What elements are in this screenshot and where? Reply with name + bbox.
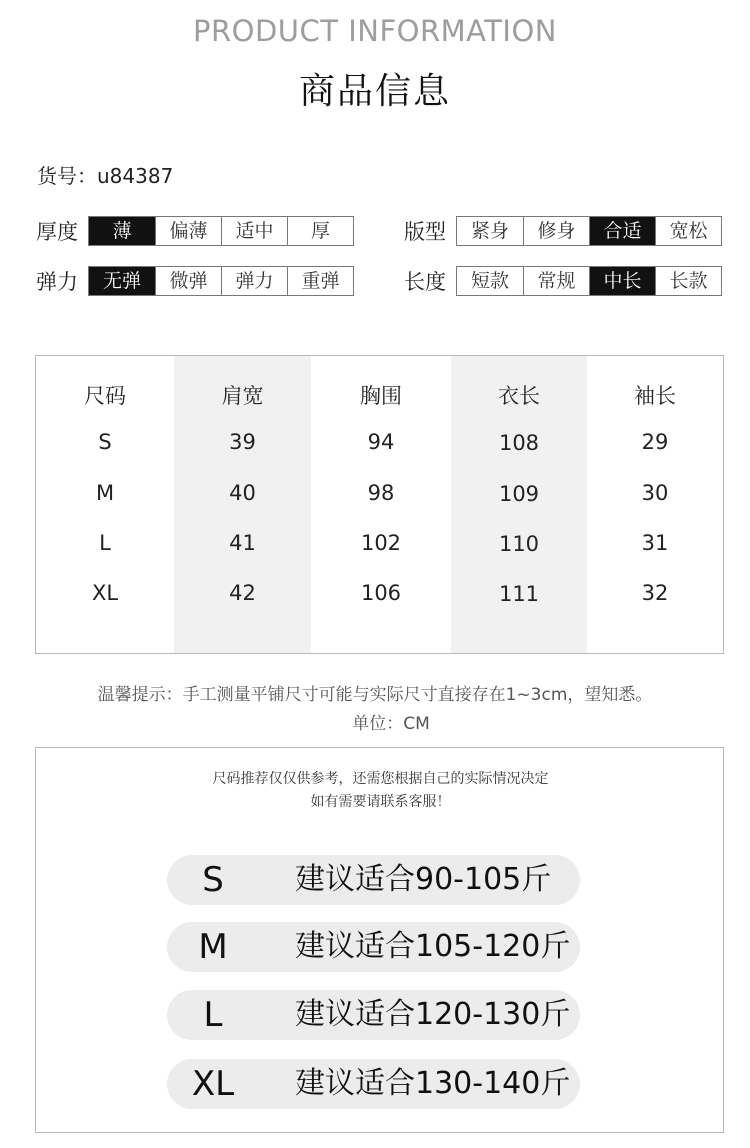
recommendation-weight: 建议适合105-120斤 [295,929,571,964]
size-recommendation [35,747,724,1133]
attr-length-label: 长度 [404,270,446,294]
attr-thickness [36,216,354,246]
attr-elasticity-label: 弹力 [36,270,78,294]
recommendation-size: XL [191,1064,235,1104]
table-cell: L [99,531,111,555]
table-cell: 30 [641,481,669,505]
recommendation-size: M [198,927,228,967]
attr-fit-options [456,216,722,246]
table-cell: 29 [641,430,669,454]
contact-note: 如有需要请联系客服！ [310,794,451,810]
recommendation-note: 尺码推荐仅仅供参考，还需您根据自己的实际情况决定 [212,771,549,787]
option-slight-stretch: 微弹 [155,267,221,295]
header-chest: 胸围 [360,384,402,408]
header-sleeve: 袖长 [634,384,676,408]
table-cell: M [95,481,115,505]
table-cell: 110 [498,532,540,556]
option-thick: 厚 [287,217,353,245]
unit-note: 单位：CM [352,714,430,734]
attr-fit [404,216,722,246]
option-tight: 紧身 [457,217,523,245]
table-cell: 32 [641,581,669,605]
table-cell: 108 [498,431,540,455]
attr-fit-label: 版型 [404,220,446,244]
header-size: 尺码 [84,384,126,408]
table-cell: 106 [360,581,402,605]
table-cell: 109 [498,482,540,506]
option-short: 短款 [457,267,523,295]
table-cell: 39 [229,430,256,454]
recommendation-size: L [203,995,223,1035]
recommendation-weight: 建议适合130-140斤 [295,1066,571,1101]
page-title: 商品信息 [298,71,451,112]
measurement-tip: 温馨提示：手工测量平铺尺寸可能与实际尺寸直接存在1~3cm，望知悉。 [97,685,653,705]
option-regular-length: 常规 [523,267,589,295]
attr-length [404,266,722,296]
table-cell: S [98,430,112,454]
table-cell: XL [91,581,119,605]
table-cell: 98 [367,481,395,505]
option-high-stretch: 重弹 [287,267,353,295]
attr-thickness-options [88,216,354,246]
table-cell: 31 [641,531,669,555]
item-number: 货号：u84387 [37,164,174,188]
title-english: PRODUCT INFORMATION [193,14,557,48]
option-loose: 宽松 [655,217,721,245]
option-medium: 适中 [221,217,287,245]
header-shoulder: 肩宽 [221,384,264,408]
recommendation-size: S [202,860,224,900]
header-length: 衣长 [498,384,540,408]
option-thin: 薄 [89,217,155,245]
option-stretch: 弹力 [221,267,287,295]
attr-elasticity-options [88,266,354,296]
recommendation-item [167,990,580,1040]
table-cell: 40 [229,481,256,505]
option-long: 长款 [655,267,721,295]
table-cell: 41 [229,531,256,555]
recommendation-weight: 建议适合120-130斤 [295,997,571,1032]
option-regular-fit: 合适 [589,217,655,245]
option-slightly-thin: 偏薄 [155,217,221,245]
table-cell: 111 [498,582,540,606]
attr-length-options [456,266,722,296]
option-slim: 修身 [523,217,589,245]
recommendation-weight: 建议适合90-105斤 [295,862,552,897]
table-cell: 102 [360,531,402,555]
option-no-stretch: 无弹 [89,267,155,295]
size-table [35,355,724,654]
table-cell: 42 [229,581,256,605]
recommendation-item [167,1059,580,1109]
recommendation-item [167,855,580,905]
table-cell: 94 [367,430,395,454]
attr-elasticity [36,266,354,296]
recommendation-item [167,922,580,972]
attr-thickness-label: 厚度 [36,220,78,244]
option-mid-length: 中长 [589,267,655,295]
